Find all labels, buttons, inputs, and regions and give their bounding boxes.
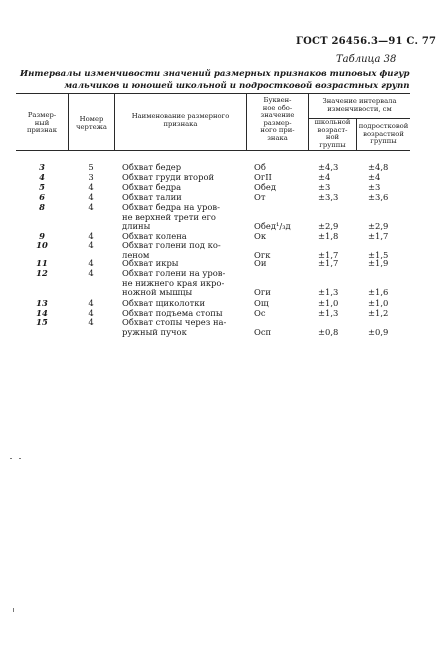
- table-header-rule: [16, 150, 410, 151]
- row-name: не нижнего края икро-: [122, 277, 225, 288]
- row-teen-value: ±0,9: [368, 326, 389, 337]
- row-name: Обхват талии: [122, 192, 182, 202]
- row-teen-value: ±1,2: [368, 308, 389, 318]
- row-teen-value: ±2,9: [368, 221, 389, 232]
- row-name: Обхват голени под ко-: [122, 240, 221, 250]
- row-code: Ощ: [254, 298, 269, 308]
- row-code: ОгII: [254, 172, 272, 182]
- row-school-value: ±3,3: [318, 192, 339, 202]
- col-header-teen: подростковой возрастной группы: [358, 122, 409, 146]
- col-header-interval: Значение интервала изменчивости, см: [322, 97, 397, 113]
- row-drawing: 4: [88, 258, 94, 268]
- row-school-value: ±0,8: [318, 326, 339, 337]
- row-code: Ос: [254, 308, 266, 318]
- row-drawing: 4: [88, 192, 94, 202]
- row-name: леном: [122, 249, 150, 260]
- row-name: не верхней трети его: [122, 211, 216, 222]
- row-num: 9: [39, 231, 45, 241]
- row-name: длины: [122, 221, 151, 232]
- row-school-value: ±1,0: [318, 298, 339, 308]
- row-drawing: 3: [88, 172, 94, 182]
- row-num: 3: [39, 162, 45, 172]
- row-name: Обхват голени на уров-: [122, 268, 226, 278]
- table-top-rule: [16, 93, 410, 94]
- row-school-value: ±1,3: [318, 308, 339, 318]
- row-school-value: ±3: [318, 182, 331, 192]
- row-name: Обхват бедра: [122, 182, 182, 192]
- row-drawing: 4: [88, 240, 94, 250]
- row-name: ружный пучок: [122, 326, 187, 337]
- row-school-value: ±4,3: [318, 162, 339, 172]
- col-header-num: Размер- ный признак: [27, 111, 57, 135]
- row-num: 8: [39, 202, 45, 212]
- row-teen-value: ±4: [368, 172, 381, 182]
- row-num: 6: [39, 192, 45, 202]
- col-header-drawing: Номер чертежа: [76, 115, 107, 131]
- row-drawing: 4: [88, 268, 94, 278]
- row-teen-value: ±3,6: [368, 192, 389, 202]
- col-header-code: Буквен- ное обо- значение размер- ного при- знака: [260, 96, 295, 142]
- row-num: 4: [39, 172, 45, 182]
- row-name: Обхват бедер: [122, 162, 182, 172]
- row-code: Ои: [254, 258, 267, 268]
- row-num: 15: [36, 317, 48, 327]
- scan-mark: [10, 458, 12, 459]
- scan-mark: [13, 608, 14, 612]
- row-code: Обед¹/₃д: [254, 221, 291, 232]
- row-num: 5: [39, 182, 45, 192]
- row-teen-value: ±1,7: [368, 231, 389, 241]
- row-num: 13: [36, 298, 48, 308]
- row-school-value: ±4: [318, 172, 331, 182]
- row-drawing: 5: [88, 162, 94, 172]
- row-code: От: [254, 192, 266, 202]
- row-drawing: 4: [88, 182, 94, 192]
- row-name: Обхват груди второй: [122, 172, 215, 182]
- row-name: Обхват колена: [122, 231, 187, 241]
- col-header-name: Наименование размерного признака: [131, 112, 230, 128]
- row-code: Об: [254, 162, 266, 172]
- row-code: Огк: [254, 249, 271, 260]
- row-name: Обхват щиколотки: [122, 298, 206, 308]
- row-drawing: 4: [88, 231, 94, 241]
- row-code: Ок: [254, 231, 267, 241]
- row-name: ножной мышцы: [122, 287, 193, 298]
- row-name: Обхват подъема стопы: [122, 308, 223, 318]
- row-school-value: ±1,8: [318, 231, 339, 241]
- col-header-school: школьной возраст- ной группы: [314, 118, 351, 149]
- row-drawing: 4: [88, 298, 94, 308]
- row-name: Обхват икры: [122, 258, 179, 268]
- row-teen-value: ±1,0: [368, 298, 389, 308]
- table-label: Таблица 38: [336, 54, 397, 65]
- row-code: Осп: [254, 326, 272, 337]
- row-drawing: 4: [88, 202, 94, 212]
- scan-mark: [19, 458, 21, 459]
- row-teen-value: ±3: [368, 182, 381, 192]
- row-drawing: 4: [88, 308, 94, 318]
- row-teen-value: ±1,9: [368, 258, 389, 268]
- row-teen-value: ±1,6: [368, 287, 389, 298]
- row-num: 11: [36, 258, 48, 268]
- row-name: Обхват стопы через на-: [122, 317, 227, 327]
- caption-line-2: мальчиков и юношей школьной и подростковой возрастных групп: [64, 81, 410, 91]
- row-num: 12: [36, 268, 48, 278]
- row-code: Оги: [254, 287, 271, 298]
- row-drawing: 4: [88, 317, 94, 327]
- row-school-value: ±1,3: [318, 287, 339, 298]
- page-header: ГОСТ 26456.3—91 С. 77: [296, 36, 436, 47]
- row-code: Обед: [254, 182, 277, 192]
- row-num: 14: [36, 308, 48, 318]
- row-school-value: ±2,9: [318, 221, 339, 232]
- row-teen-value: ±1,5: [368, 249, 389, 260]
- row-school-value: ±1,7: [318, 249, 339, 260]
- caption-line-1: Интервалы изменчивости значений размерных признаков типовых фигур: [20, 69, 410, 79]
- row-teen-value: ±4,8: [368, 162, 389, 172]
- row-num: 10: [36, 240, 48, 250]
- row-school-value: ±1,7: [318, 258, 339, 268]
- row-name: Обхват бедра на уров-: [122, 202, 220, 212]
